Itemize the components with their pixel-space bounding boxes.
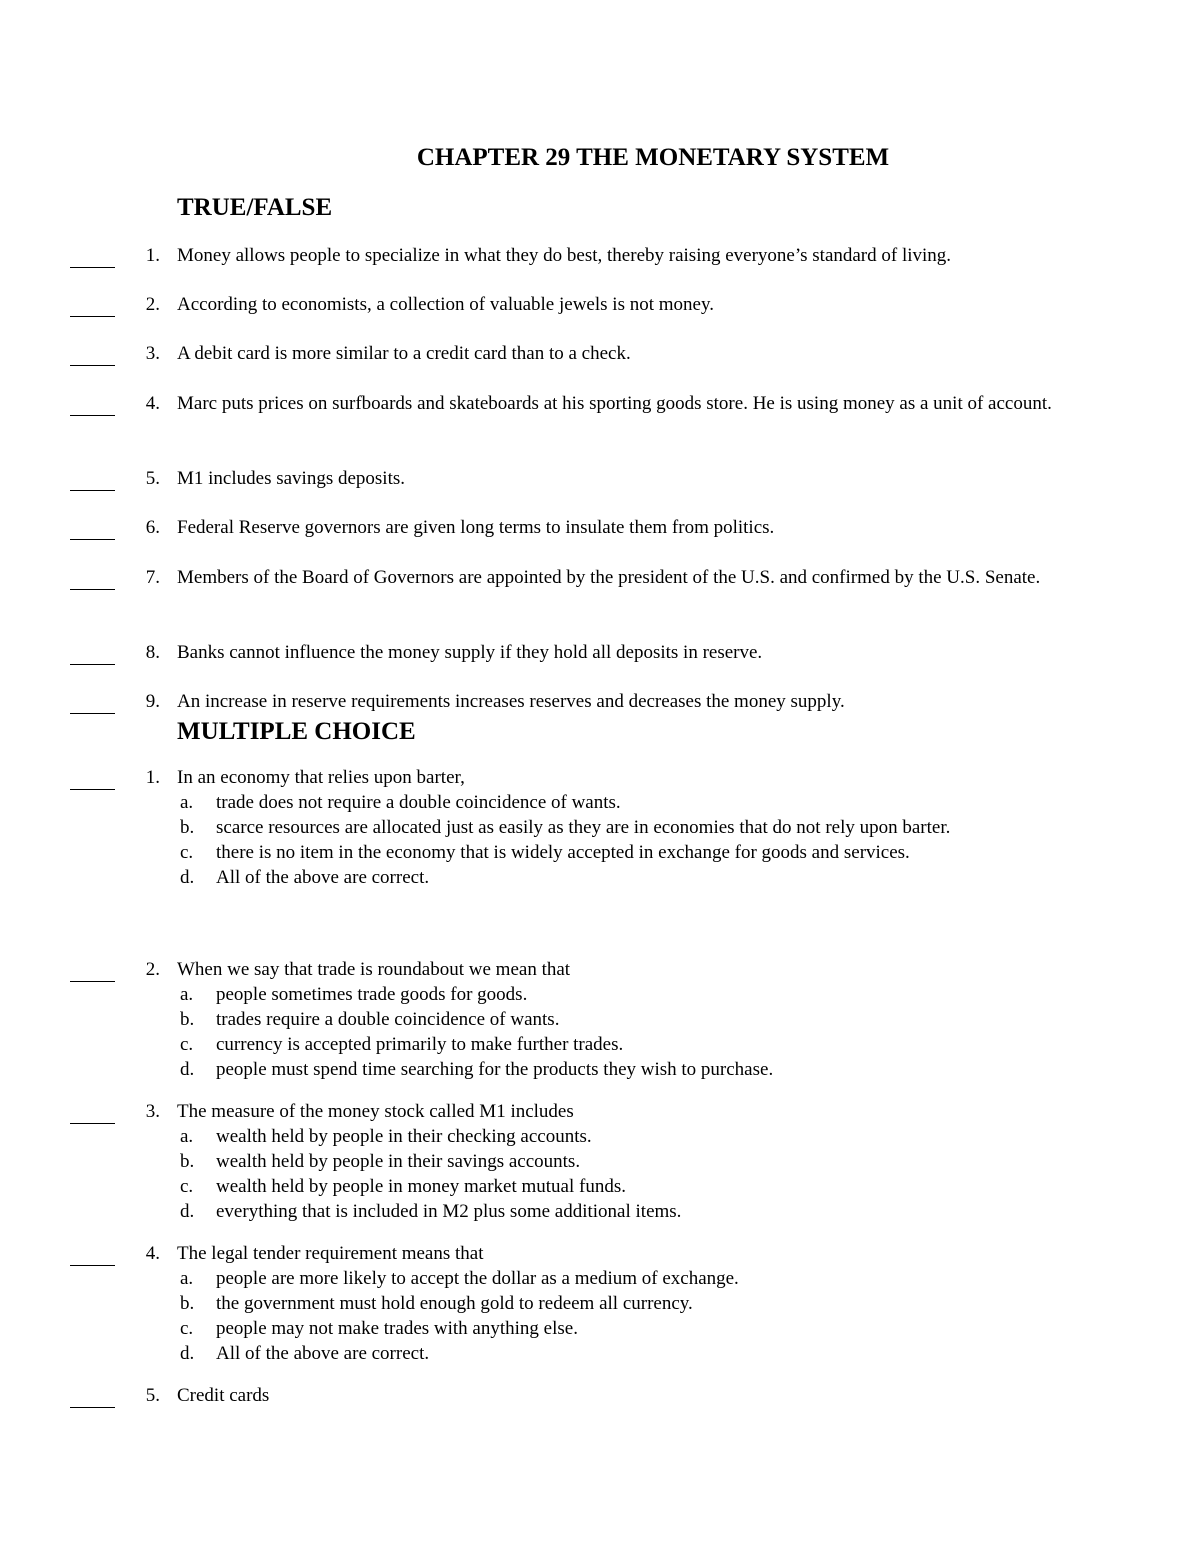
option-text: wealth held by people in their checking accounts. [216, 1126, 592, 1147]
question-number: 3. [145, 343, 160, 364]
option-d[interactable] [177, 865, 1027, 890]
option-text: wealth held by people in money market mutual funds. [216, 1176, 626, 1197]
question-text: The measure of the money stock called M1 includes [177, 1101, 574, 1122]
question-text: M1 includes savings deposits. [177, 468, 405, 489]
question-text: Federal Reserve governors are given long terms to insulate them from politics. [177, 517, 775, 538]
option-text: people are more likely to accept the dollar as a medium of exchange. [216, 1268, 739, 1289]
answer-blank[interactable] [70, 765, 115, 790]
question-number: 5. [145, 468, 160, 489]
question-number: 4. [145, 1243, 160, 1264]
option-letter: d. [180, 1343, 195, 1364]
answer-blank[interactable] [70, 1099, 115, 1124]
option-text: trades require a double coincidence of wants. [216, 1009, 560, 1030]
option-b[interactable] [177, 1149, 1027, 1174]
question-text: In an economy that relies upon barter, [177, 767, 465, 788]
option-letter: c. [180, 1034, 194, 1055]
option-letter: a. [180, 1268, 194, 1289]
answer-blank[interactable] [70, 292, 115, 317]
question-number: 9. [145, 691, 160, 712]
option-letter: b. [180, 817, 195, 838]
page-title: CHAPTER 29 THE MONETARY SYSTEM [416, 144, 890, 171]
answer-blank[interactable] [70, 957, 115, 982]
option-letter: a. [180, 984, 194, 1005]
question-text: When we say that trade is roundabout we mean that [177, 959, 571, 980]
option-text: trade does not require a double coincidence of wants. [216, 792, 621, 813]
option-a[interactable] [177, 982, 1027, 1007]
option-letter: a. [180, 792, 194, 813]
option-c[interactable] [177, 1032, 1027, 1057]
option-text: people sometimes trade goods for goods. [216, 984, 528, 1005]
answer-options [177, 1266, 1027, 1366]
answer-blank[interactable] [70, 1383, 115, 1408]
question-text: According to economists, a collection of valuable jewels is not money. [177, 294, 714, 315]
question-text: Credit cards [177, 1385, 270, 1406]
option-text: there is no item in the economy that is widely accepted in exchange for goods and services. [216, 842, 910, 863]
option-letter: c. [180, 842, 194, 863]
option-text: the government must hold enough gold to redeem all currency. [216, 1293, 693, 1314]
question-text: A debit card is more similar to a credit card than to a check. [177, 343, 631, 364]
option-b[interactable] [177, 1291, 1027, 1316]
option-text: wealth held by people in their savings accounts. [216, 1151, 581, 1172]
answer-options [177, 1124, 1027, 1224]
option-a[interactable] [177, 790, 1027, 815]
question-text: The legal tender requirement means that [177, 1243, 484, 1264]
question-text: Money allows people to specialize in what they do best, thereby raising everyone’s standard of living. [177, 245, 952, 266]
answer-options [177, 790, 1027, 890]
option-text: scarce resources are allocated just as easily as they are in economies that do not rely upon barter. [216, 817, 951, 838]
answer-blank[interactable] [70, 565, 115, 590]
option-d[interactable] [177, 1341, 1027, 1366]
answer-blank[interactable] [70, 391, 115, 416]
option-letter: b. [180, 1009, 195, 1030]
answer-options [177, 982, 1027, 1082]
question-number: 3. [145, 1101, 160, 1122]
question-number: 5. [145, 1385, 160, 1406]
question-number: 2. [145, 959, 160, 980]
question-text: Members of the Board of Governors are appointed by the president of the U.S. and confirmed by the U.S. Senate. [177, 567, 1041, 588]
option-text: All of the above are correct. [216, 867, 430, 888]
question-number: 2. [145, 294, 160, 315]
option-c[interactable] [177, 1316, 1027, 1341]
answer-blank[interactable] [70, 341, 115, 366]
option-d[interactable] [177, 1199, 1027, 1224]
option-letter: d. [180, 867, 195, 888]
option-letter: b. [180, 1293, 195, 1314]
option-letter: c. [180, 1318, 194, 1339]
option-text: people must spend time searching for the products they wish to purchase. [216, 1059, 774, 1080]
question-number: 1. [145, 245, 160, 266]
question-number: 4. [145, 393, 160, 414]
question-text: Marc puts prices on surfboards and skateboards at his sporting goods store. He is using money as a unit of account. [177, 393, 1052, 414]
option-letter: b. [180, 1151, 195, 1172]
option-c[interactable] [177, 1174, 1027, 1199]
option-text: everything that is included in M2 plus some additional items. [216, 1201, 682, 1222]
answer-blank[interactable] [70, 243, 115, 268]
option-letter: a. [180, 1126, 194, 1147]
answer-blank[interactable] [70, 1241, 115, 1266]
answer-blank[interactable] [70, 515, 115, 540]
option-b[interactable] [177, 815, 1027, 840]
answer-blank[interactable] [70, 466, 115, 491]
option-d[interactable] [177, 1057, 1027, 1082]
option-b[interactable] [177, 1007, 1027, 1032]
question-number: 8. [145, 642, 160, 663]
true-false-heading: TRUE/FALSE [177, 194, 333, 221]
answer-blank[interactable] [70, 640, 115, 665]
option-c[interactable] [177, 840, 1027, 865]
question-text: An increase in reserve requirements increases reserves and decreases the money supply. [177, 691, 845, 712]
answer-blank[interactable] [70, 689, 115, 714]
option-letter: c. [180, 1176, 194, 1197]
option-letter: d. [180, 1201, 195, 1222]
option-a[interactable] [177, 1124, 1027, 1149]
question-number: 1. [145, 767, 160, 788]
option-letter: d. [180, 1059, 195, 1080]
option-text: currency is accepted primarily to make further trades. [216, 1034, 624, 1055]
question-number: 6. [145, 517, 160, 538]
question-text: Banks cannot influence the money supply if they hold all deposits in reserve. [177, 642, 763, 663]
question-number: 7. [145, 567, 160, 588]
multiple-choice-heading: MULTIPLE CHOICE [177, 718, 416, 745]
option-a[interactable] [177, 1266, 1027, 1291]
option-text: people may not make trades with anything else. [216, 1318, 578, 1339]
option-text: All of the above are correct. [216, 1343, 430, 1364]
